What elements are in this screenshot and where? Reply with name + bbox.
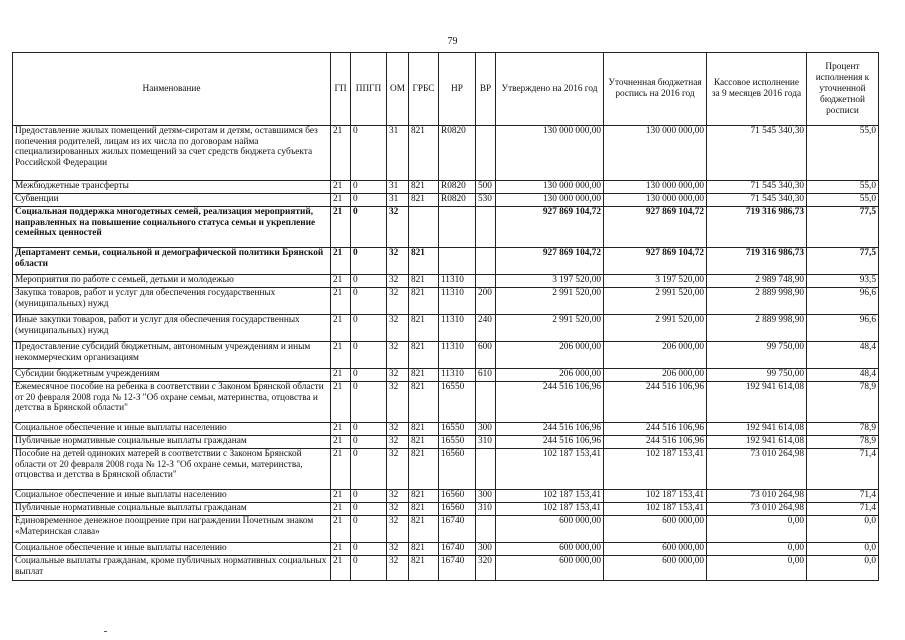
table-row — [13, 449, 879, 490]
cell-om: 31 — [387, 181, 409, 194]
table-row — [13, 207, 879, 248]
cell-percent: 48,4 — [807, 369, 879, 382]
cell-vr: 300 — [476, 423, 496, 436]
table-row — [13, 516, 879, 543]
cell-approved: 130 000 000,00 — [496, 181, 604, 194]
scan-mark — [104, 631, 107, 632]
cell-approved: 927 869 104,72 — [496, 248, 604, 275]
cell-cash: 0,00 — [707, 516, 807, 543]
cell-gp: 21 — [331, 516, 351, 543]
col-header-vr: ВР — [476, 53, 496, 126]
cell-np — [439, 248, 476, 275]
cell-om: 32 — [387, 423, 409, 436]
cell-om: 32 — [387, 490, 409, 503]
cell-percent: 71,4 — [807, 490, 879, 503]
cell-name: Публичные нормативные социальные выплаты гражданам — [13, 436, 331, 449]
cell-percent: 71,4 — [807, 503, 879, 516]
cell-percent: 78,9 — [807, 382, 879, 423]
cell-ppgp: 0 — [351, 556, 387, 581]
cell-ppgp: 0 — [351, 382, 387, 423]
cell-percent: 55,0 — [807, 181, 879, 194]
cell-vr: 240 — [476, 315, 496, 342]
cell-percent: 93,5 — [807, 275, 879, 288]
cell-om: 32 — [387, 516, 409, 543]
cell-approved: 2 991 520,00 — [496, 315, 604, 342]
cell-approved: 600 000,00 — [496, 556, 604, 581]
cell-grbs — [409, 207, 439, 248]
cell-cash: 0,00 — [707, 556, 807, 581]
cell-vr: 530 — [476, 194, 496, 207]
cell-cash: 192 941 614,08 — [707, 382, 807, 423]
cell-name: Предоставление субсидий бюджетным, автономным учреждениям и иным некоммерческим организациям — [13, 342, 331, 369]
cell-refined: 130 000 000,00 — [604, 126, 707, 181]
cell-cash: 719 316 986,73 — [707, 248, 807, 275]
table-row — [13, 181, 879, 194]
cell-percent: 96,6 — [807, 315, 879, 342]
cell-om: 32 — [387, 556, 409, 581]
cell-approved: 102 187 153,41 — [496, 449, 604, 490]
cell-np: R0820 — [439, 194, 476, 207]
cell-approved: 206 000,00 — [496, 342, 604, 369]
cell-vr — [476, 449, 496, 490]
cell-grbs: 821 — [409, 288, 439, 315]
col-header-refined: Уточненная бюджетная роспись на 2016 год — [604, 53, 707, 126]
cell-grbs: 821 — [409, 248, 439, 275]
cell-vr: 500 — [476, 181, 496, 194]
cell-cash: 99 750,00 — [707, 369, 807, 382]
cell-om: 32 — [387, 342, 409, 369]
cell-om: 32 — [387, 207, 409, 248]
cell-gp: 21 — [331, 449, 351, 490]
cell-vr: 310 — [476, 503, 496, 516]
cell-refined: 102 187 153,41 — [604, 503, 707, 516]
cell-om: 31 — [387, 194, 409, 207]
cell-gp: 21 — [331, 275, 351, 288]
cell-vr: 600 — [476, 342, 496, 369]
cell-np: 16560 — [439, 490, 476, 503]
cell-refined: 600 000,00 — [604, 516, 707, 543]
col-header-ppgp: ППГП — [351, 53, 387, 126]
cell-refined: 244 516 106,96 — [604, 423, 707, 436]
cell-ppgp: 0 — [351, 275, 387, 288]
cell-grbs: 821 — [409, 556, 439, 581]
cell-np — [439, 207, 476, 248]
cell-np: 11310 — [439, 369, 476, 382]
cell-cash: 2 889 998,90 — [707, 288, 807, 315]
table-row — [13, 436, 879, 449]
cell-refined: 244 516 106,96 — [604, 382, 707, 423]
cell-grbs: 821 — [409, 503, 439, 516]
page-number: 79 — [447, 36, 458, 47]
table-row — [13, 382, 879, 423]
cell-grbs: 821 — [409, 369, 439, 382]
cell-om: 31 — [387, 126, 409, 181]
cell-grbs: 821 — [409, 436, 439, 449]
cell-gp: 21 — [331, 342, 351, 369]
cell-ppgp: 0 — [351, 449, 387, 490]
cell-np: 11310 — [439, 315, 476, 342]
cell-refined: 2 991 520,00 — [604, 288, 707, 315]
cell-refined: 206 000,00 — [604, 342, 707, 369]
cell-gp: 21 — [331, 556, 351, 581]
cell-name: Субвенции — [13, 194, 331, 207]
cell-gp: 21 — [331, 126, 351, 181]
table-row — [13, 288, 879, 315]
cell-name: Социальные выплаты гражданам, кроме публичных нормативных социальных выплат — [13, 556, 331, 581]
cell-np: R0820 — [439, 181, 476, 194]
cell-ppgp: 0 — [351, 543, 387, 556]
cell-np: 11310 — [439, 288, 476, 315]
cell-refined: 600 000,00 — [604, 556, 707, 581]
cell-cash: 719 316 986,73 — [707, 207, 807, 248]
cell-refined: 3 197 520,00 — [604, 275, 707, 288]
budget-table — [12, 52, 879, 581]
table-row — [13, 342, 879, 369]
cell-cash: 2 889 998,90 — [707, 315, 807, 342]
cell-approved: 206 000,00 — [496, 369, 604, 382]
cell-np: 11310 — [439, 275, 476, 288]
cell-refined: 927 869 104,72 — [604, 207, 707, 248]
cell-np: 16560 — [439, 449, 476, 490]
cell-np: 16560 — [439, 503, 476, 516]
cell-approved: 600 000,00 — [496, 516, 604, 543]
cell-np: 16550 — [439, 436, 476, 449]
table-row — [13, 315, 879, 342]
table-row — [13, 126, 879, 181]
cell-grbs: 821 — [409, 315, 439, 342]
cell-gp: 21 — [331, 369, 351, 382]
cell-percent: 0,0 — [807, 556, 879, 581]
cell-refined: 102 187 153,41 — [604, 449, 707, 490]
cell-vr — [476, 248, 496, 275]
col-header-percent: Процент исполнения к уточненной бюджетной росписи — [807, 53, 879, 126]
cell-approved: 927 869 104,72 — [496, 207, 604, 248]
cell-name: Социальная поддержка многодетных семей, реализация мероприятий, направленных на повышение социального статуса семьи и укрепление семейных ценностей — [13, 207, 331, 248]
cell-ppgp: 0 — [351, 369, 387, 382]
cell-cash: 192 941 614,08 — [707, 423, 807, 436]
cell-grbs: 821 — [409, 181, 439, 194]
cell-approved: 600 000,00 — [496, 543, 604, 556]
table-row — [13, 490, 879, 503]
cell-vr: 300 — [476, 490, 496, 503]
cell-np: 16740 — [439, 516, 476, 543]
cell-gp: 21 — [331, 181, 351, 194]
cell-refined: 927 869 104,72 — [604, 248, 707, 275]
cell-cash: 2 989 748,90 — [707, 275, 807, 288]
cell-gp: 21 — [331, 543, 351, 556]
cell-gp: 21 — [331, 207, 351, 248]
cell-cash: 71 545 340,30 — [707, 126, 807, 181]
cell-gp: 21 — [331, 382, 351, 423]
cell-ppgp: 0 — [351, 503, 387, 516]
cell-ppgp: 0 — [351, 315, 387, 342]
cell-cash: 73 010 264,98 — [707, 503, 807, 516]
cell-om: 32 — [387, 382, 409, 423]
cell-vr: 300 — [476, 543, 496, 556]
cell-ppgp: 0 — [351, 126, 387, 181]
table-row — [13, 194, 879, 207]
cell-approved: 130 000 000,00 — [496, 126, 604, 181]
cell-grbs: 821 — [409, 516, 439, 543]
cell-om: 32 — [387, 543, 409, 556]
cell-percent: 77,5 — [807, 207, 879, 248]
table-row — [13, 503, 879, 516]
cell-vr — [476, 126, 496, 181]
cell-percent: 71,4 — [807, 449, 879, 490]
cell-refined: 244 516 106,96 — [604, 436, 707, 449]
cell-name: Закупка товаров, работ и услуг для обеспечения государственных (муниципальных) нужд — [13, 288, 331, 315]
cell-approved: 244 516 106,96 — [496, 423, 604, 436]
cell-grbs: 821 — [409, 382, 439, 423]
cell-name: Департамент семьи, социальной и демографической политики Брянской области — [13, 248, 331, 275]
cell-vr: 610 — [476, 369, 496, 382]
cell-name: Межбюджетные трансферты — [13, 181, 331, 194]
table-row — [13, 423, 879, 436]
cell-ppgp: 0 — [351, 436, 387, 449]
cell-approved: 102 187 153,41 — [496, 490, 604, 503]
cell-om: 32 — [387, 436, 409, 449]
cell-approved: 130 000 000,00 — [496, 194, 604, 207]
cell-refined: 130 000 000,00 — [604, 181, 707, 194]
cell-name: Субсидии бюджетным учреждениям — [13, 369, 331, 382]
table-row — [13, 275, 879, 288]
cell-percent: 0,0 — [807, 516, 879, 543]
cell-cash: 192 941 614,08 — [707, 436, 807, 449]
col-header-approved: Утверждено на 2016 год — [496, 53, 604, 126]
cell-cash: 71 545 340,30 — [707, 194, 807, 207]
cell-grbs: 821 — [409, 126, 439, 181]
cell-refined: 600 000,00 — [604, 543, 707, 556]
cell-gp: 21 — [331, 490, 351, 503]
cell-name: Социальное обеспечение и иные выплаты населению — [13, 543, 331, 556]
cell-vr: 320 — [476, 556, 496, 581]
cell-refined: 206 000,00 — [604, 369, 707, 382]
cell-ppgp: 0 — [351, 288, 387, 315]
cell-percent: 77,5 — [807, 248, 879, 275]
col-header-grbs: ГРБС — [409, 53, 439, 126]
col-header-om: ОМ — [387, 53, 409, 126]
cell-grbs: 821 — [409, 194, 439, 207]
cell-name: Иные закупки товаров, работ и услуг для обеспечения государственных (муниципальных) нужд — [13, 315, 331, 342]
cell-grbs: 821 — [409, 275, 439, 288]
cell-name: Социальное обеспечение и иные выплаты населению — [13, 490, 331, 503]
cell-gp: 21 — [331, 288, 351, 315]
table-header-row — [13, 53, 879, 126]
cell-om: 32 — [387, 449, 409, 490]
cell-cash: 71 545 340,30 — [707, 181, 807, 194]
col-header-np: НР — [439, 53, 476, 126]
cell-ppgp: 0 — [351, 207, 387, 248]
cell-vr — [476, 275, 496, 288]
col-header-gp: ГП — [331, 53, 351, 126]
cell-ppgp: 0 — [351, 342, 387, 369]
cell-vr: 310 — [476, 436, 496, 449]
cell-ppgp: 0 — [351, 490, 387, 503]
cell-vr: 200 — [476, 288, 496, 315]
cell-refined: 130 000 000,00 — [604, 194, 707, 207]
cell-name: Предоставление жилых помещений детям-сиротам и детям, оставшимся без попечения родителей, лицам из их числа по договорам найма специализированных жилых помещений за счет средств бюджета субъекта Российской Федерации — [13, 126, 331, 181]
cell-approved: 102 187 153,41 — [496, 503, 604, 516]
cell-grbs: 821 — [409, 449, 439, 490]
cell-np: 11310 — [439, 342, 476, 369]
cell-refined: 102 187 153,41 — [604, 490, 707, 503]
cell-om: 32 — [387, 503, 409, 516]
table-row — [13, 369, 879, 382]
table-row — [13, 556, 879, 581]
cell-vr — [476, 516, 496, 543]
cell-om: 32 — [387, 288, 409, 315]
table-row — [13, 248, 879, 275]
cell-om: 32 — [387, 369, 409, 382]
cell-om: 32 — [387, 248, 409, 275]
cell-vr — [476, 382, 496, 423]
cell-percent: 0,0 — [807, 543, 879, 556]
cell-percent: 96,6 — [807, 288, 879, 315]
cell-gp: 21 — [331, 423, 351, 436]
cell-grbs: 821 — [409, 543, 439, 556]
cell-name: Ежемесячное пособие на ребенка в соответствии с Законом Брянской области от 20 февраля 2008 года № 12-З "Об охране семьи, материнства, отцовства и детства в Брянской области" — [13, 382, 331, 423]
cell-ppgp: 0 — [351, 181, 387, 194]
table-row — [13, 543, 879, 556]
cell-approved: 2 991 520,00 — [496, 288, 604, 315]
cell-name: Публичные нормативные социальные выплаты гражданам — [13, 503, 331, 516]
cell-np: 16740 — [439, 543, 476, 556]
cell-percent: 48,4 — [807, 342, 879, 369]
cell-approved: 244 516 106,96 — [496, 436, 604, 449]
cell-name: Мероприятия по работе с семьей, детьми и молодежью — [13, 275, 331, 288]
cell-refined: 2 991 520,00 — [604, 315, 707, 342]
cell-cash: 73 010 264,98 — [707, 490, 807, 503]
cell-ppgp: 0 — [351, 516, 387, 543]
cell-name: Социальное обеспечение и иные выплаты населению — [13, 423, 331, 436]
cell-gp: 21 — [331, 194, 351, 207]
cell-gp: 21 — [331, 503, 351, 516]
cell-ppgp: 0 — [351, 423, 387, 436]
cell-gp: 21 — [331, 436, 351, 449]
cell-grbs: 821 — [409, 342, 439, 369]
cell-approved: 244 516 106,96 — [496, 382, 604, 423]
cell-cash: 99 750,00 — [707, 342, 807, 369]
cell-percent: 78,9 — [807, 423, 879, 436]
cell-grbs: 821 — [409, 490, 439, 503]
cell-np: R0820 — [439, 126, 476, 181]
cell-ppgp: 0 — [351, 248, 387, 275]
cell-np: 16550 — [439, 382, 476, 423]
cell-cash: 73 010 264,98 — [707, 449, 807, 490]
cell-percent: 55,0 — [807, 194, 879, 207]
cell-percent: 55,0 — [807, 126, 879, 181]
col-header-name: Наименование — [13, 53, 331, 126]
cell-name: Единовременное денежное поощрение при награждении Почетным знаком «Материнская слава» — [13, 516, 331, 543]
cell-cash: 0,00 — [707, 543, 807, 556]
cell-vr — [476, 207, 496, 248]
cell-approved: 3 197 520,00 — [496, 275, 604, 288]
cell-gp: 21 — [331, 248, 351, 275]
col-header-cash: Кассовое исполнение за 9 месяцев 2016 года — [707, 53, 807, 126]
cell-om: 32 — [387, 315, 409, 342]
cell-percent: 78,9 — [807, 436, 879, 449]
cell-name: Пособие на детей одиноких матерей в соответствии с Законом Брянской области от 20 февраля 2008 года № 12-З "Об охране семьи, материнства, отцовства и детства в Брянской области" — [13, 449, 331, 490]
cell-np: 16550 — [439, 423, 476, 436]
cell-gp: 21 — [331, 315, 351, 342]
cell-np: 16740 — [439, 556, 476, 581]
cell-grbs: 821 — [409, 423, 439, 436]
cell-om: 32 — [387, 275, 409, 288]
cell-ppgp: 0 — [351, 194, 387, 207]
